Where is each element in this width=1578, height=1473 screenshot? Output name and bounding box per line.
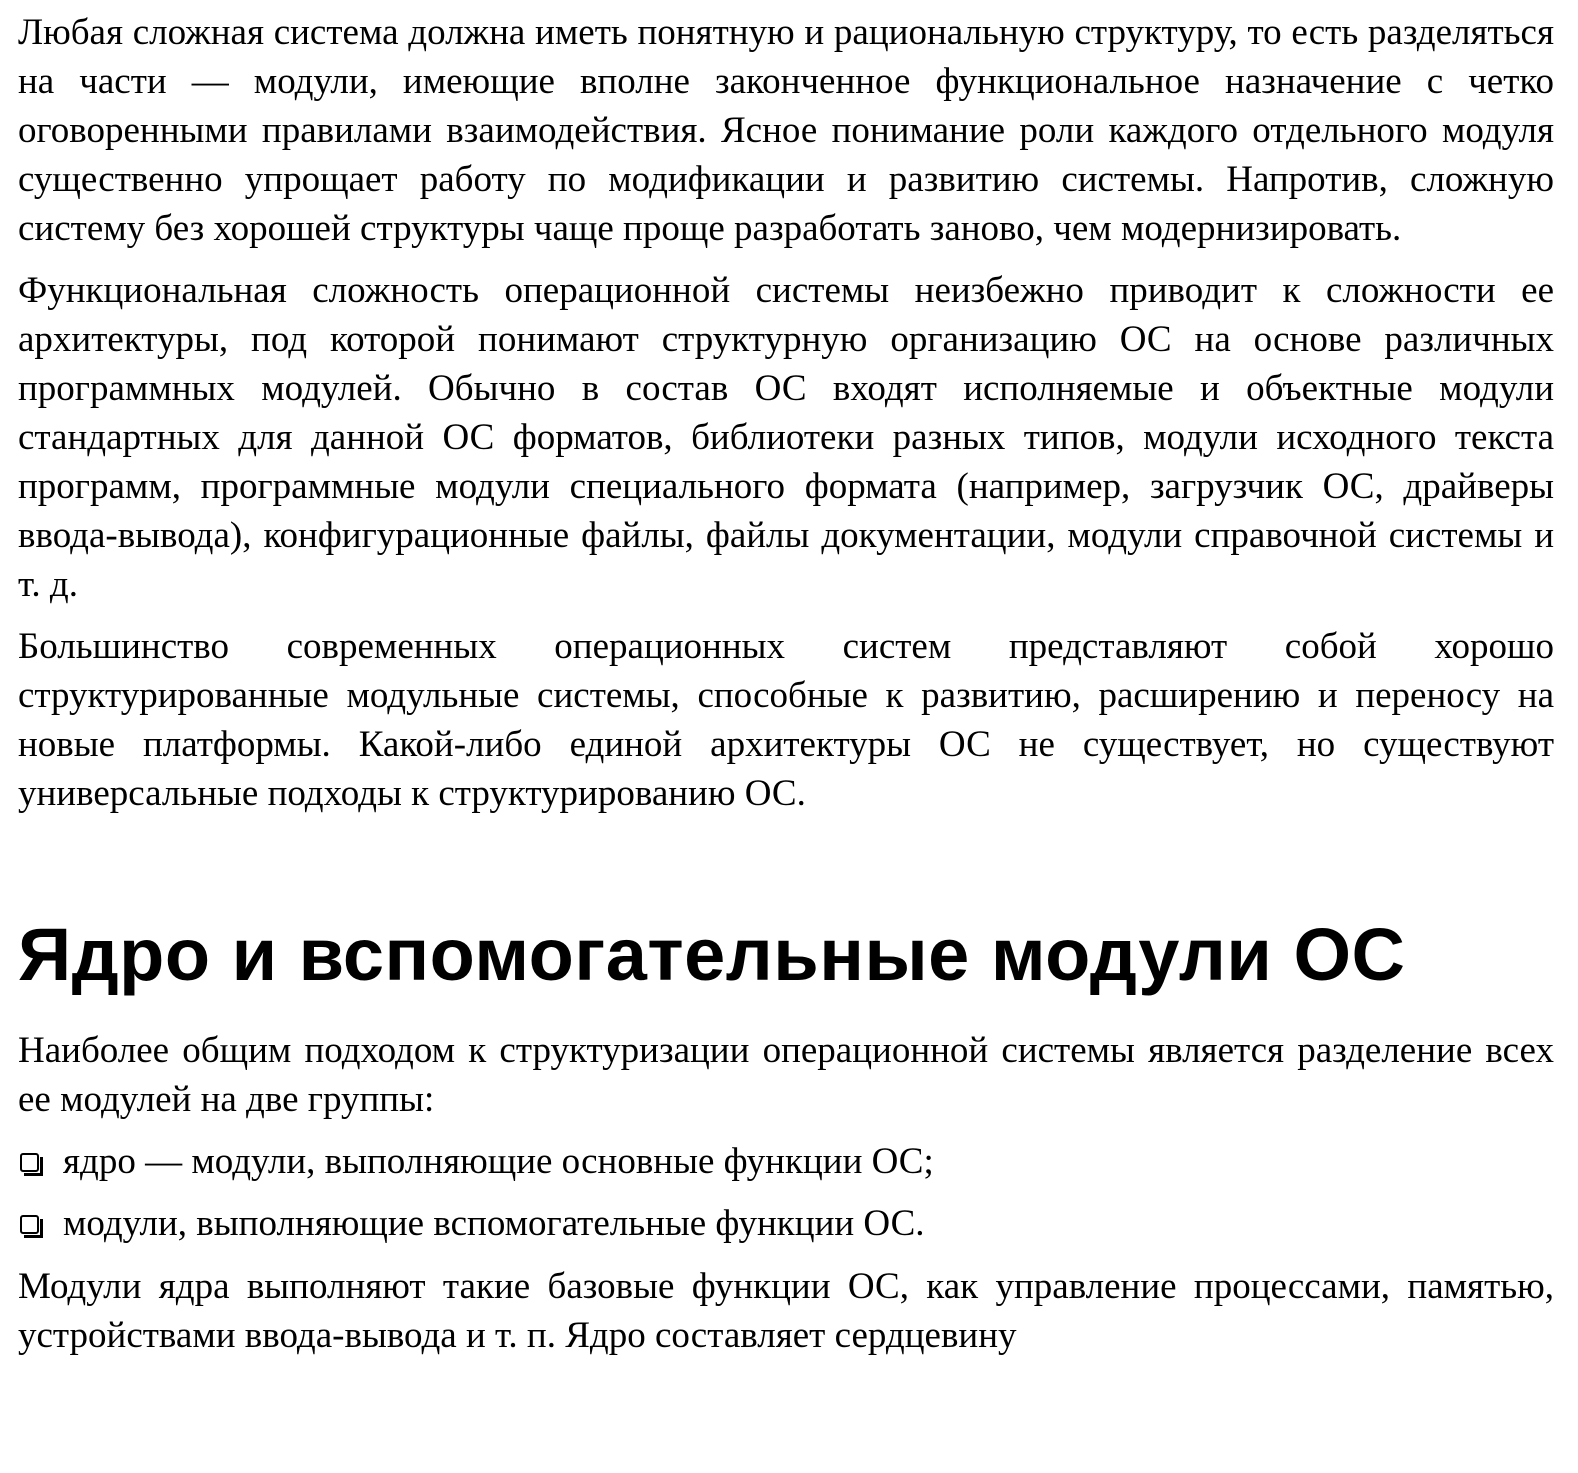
section-heading: Ядро и вспомогательные модули ОС	[18, 913, 1406, 996]
checkbox-bullet-icon	[20, 1215, 39, 1234]
bullet-item-auxiliary	[18, 1199, 1554, 1248]
bullet-list	[18, 1137, 1554, 1248]
checkbox-bullet-icon	[20, 1153, 39, 1172]
closing-paragraph: Модули ядра выполняют такие базовые функции ОС, как управление процессами, памятью, устройствами ввода-вывода и т. п. Ядро составляет сердцевину	[18, 1266, 1554, 1356]
intro-paragraph-3: Большинство современных операционных систем представляют собой хорошо структурированные модульные системы, способные к развитию, расширению и переносу на новые платформы. Какой-либо единой архитектуры ОС не существует, но существуют универсальные подходы к структурированию ОС.	[18, 626, 1554, 814]
section-intro-paragraph: Наиболее общим подходом к структуризации операционной системы является разделение всех ее модулей на две группы:	[18, 1030, 1554, 1120]
intro-paragraph-2: Функциональная сложность операционной системы неизбежно приводит к сложности ее архитектуры, под которой понимают структурную организацию ОС на основе различных программных модулей. Обычно в состав ОС входят исполняемые и объектные модули стандартных для данной ОС форматов, библиотеки разных типов, модули исходного текста программ, программные модули специального формата (например, загрузчик ОС, драйверы ввода-вывода), конфигурационные файлы, файлы документации, модули справочной системы и т. д.	[18, 270, 1554, 605]
bullet-text: модули, выполняющие вспомогательные функции ОС.	[63, 1203, 925, 1244]
bullet-item-kernel	[18, 1137, 1554, 1186]
intro-paragraph-1: Любая сложная система должна иметь понятную и рациональную структуру, то есть разделяться на части — модули, имеющие вполне законченное функциональное назначение с четко оговоренными правилами взаимодействия. Ясное понимание роли каждого отдельного модуля существенно упрощает работу по модификации и развитию системы. Напротив, сложную систему без хорошей структуры чаще проще разработать заново, чем модернизировать.	[18, 12, 1554, 249]
document-page	[18, 8, 1554, 1373]
bullet-text: ядро — модули, выполняющие основные функции ОС;	[63, 1141, 934, 1182]
